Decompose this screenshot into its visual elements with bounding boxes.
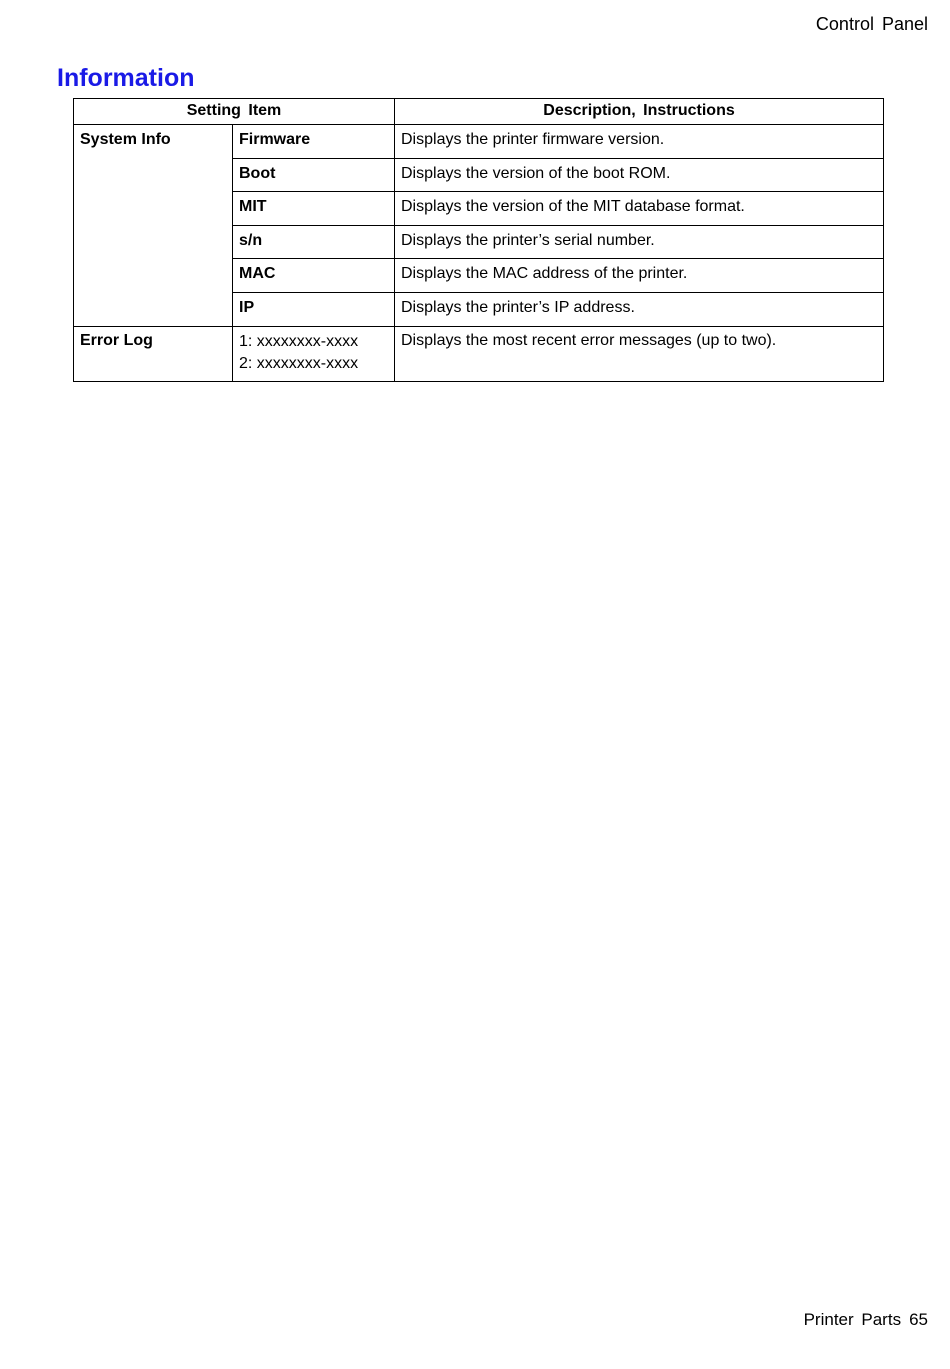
section-title: Information <box>57 64 195 92</box>
item-firmware: Firmware <box>233 125 395 159</box>
group-system-info: System Info <box>74 125 233 327</box>
running-footer <box>804 1310 928 1330</box>
table-row <box>74 326 884 381</box>
running-header: Control Panel <box>815 14 928 34</box>
item-serial-number: s/n <box>233 225 395 259</box>
group-error-log: Error Log <box>74 326 233 381</box>
footer-chapter: Printer Parts <box>803 1310 902 1329</box>
description-firmware: Displays the printer firmware version. <box>395 125 884 159</box>
table-row <box>74 125 884 159</box>
item-mac: MAC <box>233 259 395 293</box>
item-ip: IP <box>233 292 395 326</box>
page-number: 65 <box>909 1310 928 1329</box>
description-error-log: Displays the most recent error messages (up to two). <box>395 326 884 381</box>
item-mit: MIT <box>233 192 395 226</box>
description-serial-number: Displays the printer’s serial number. <box>395 225 884 259</box>
description-boot: Displays the version of the boot ROM. <box>395 158 884 192</box>
column-header-setting-item: Setting Item <box>74 99 395 125</box>
description-mit: Displays the version of the MIT database format. <box>395 192 884 226</box>
error-log-value-2: 2: xxxxxxxx-xxxx <box>239 354 359 372</box>
item-boot: Boot <box>233 158 395 192</box>
column-header-description: Description, Instructions <box>395 99 884 125</box>
description-mac: Displays the MAC address of the printer. <box>395 259 884 293</box>
table-header-row <box>74 99 884 125</box>
information-table <box>73 98 884 382</box>
description-ip: Displays the printer’s IP address. <box>395 292 884 326</box>
error-log-value-1: 1: xxxxxxxx-xxxx <box>239 332 359 350</box>
error-log-values <box>233 326 395 381</box>
